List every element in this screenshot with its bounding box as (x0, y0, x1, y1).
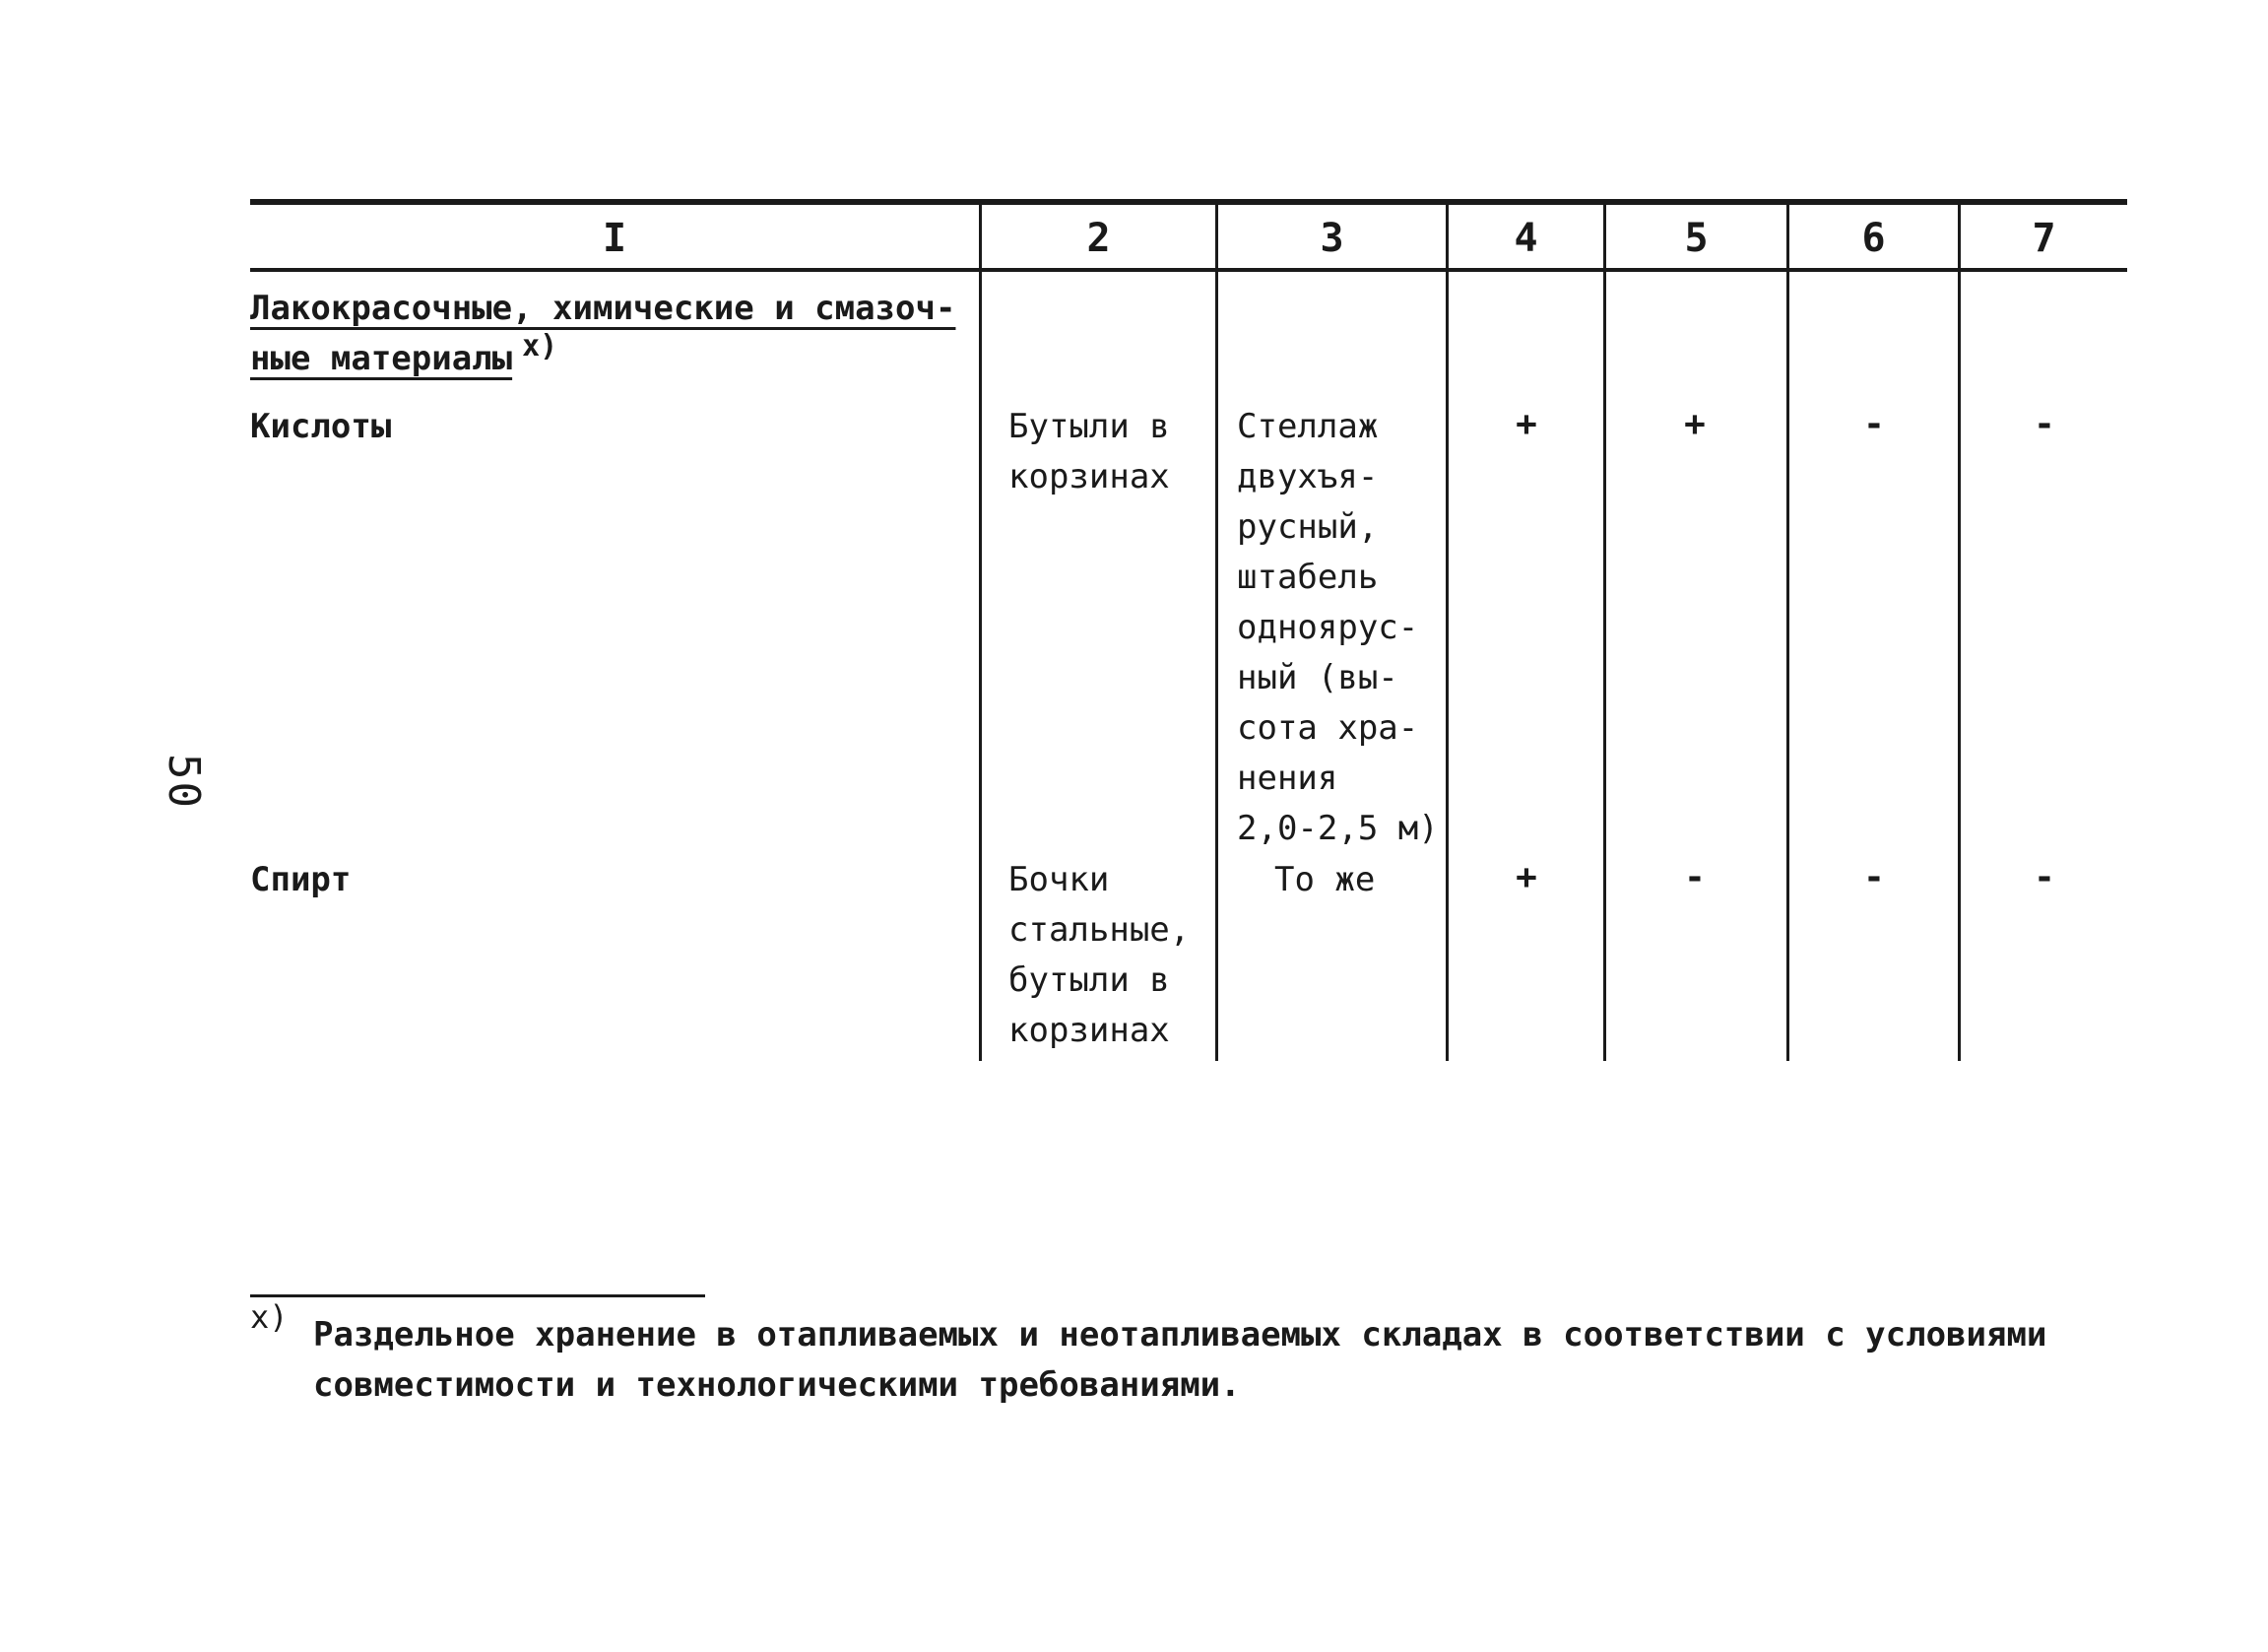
row-2-col-5: - (1684, 857, 1706, 897)
footnote-reference: x) (522, 329, 558, 363)
row-1-name: Кислоты (250, 407, 392, 446)
table-header-rule (250, 268, 2127, 272)
column-divider-4 (1603, 199, 1606, 1061)
column-divider-2 (1215, 199, 1218, 1061)
section-title-line1: Лакокрасочные, химические и смазоч- (250, 289, 956, 328)
row-1-packaging: Бутыли в корзинах (1008, 407, 1170, 496)
column-divider-6 (1958, 199, 1961, 1061)
column-divider-1 (979, 199, 982, 1061)
row-1-storage: Стеллаж двухъя- русный, штабель одноярус- ный (вы- сота хра- нения 2,0-2,5 м) (1237, 407, 1439, 848)
storage-table (250, 199, 2127, 1066)
header-col-7: 7 (2032, 216, 2056, 261)
row-1-col-6: - (1863, 404, 1885, 444)
row-2-col-7: - (2034, 857, 2055, 897)
column-divider-3 (1446, 199, 1449, 1061)
table-top-rule (250, 199, 2127, 205)
section-title (250, 284, 979, 385)
row-2-storage: То же (1274, 860, 1376, 899)
page-number: 50 (158, 754, 209, 810)
column-divider-5 (1786, 199, 1789, 1061)
row-2-col-6: - (1863, 857, 1885, 897)
header-col-5: 5 (1684, 216, 1709, 261)
row-1-col-4: + (1516, 404, 1537, 444)
row-2-col-4: + (1516, 857, 1537, 897)
row-2-name: Спирт (250, 860, 352, 899)
footnote-mark: x) (250, 1298, 289, 1336)
row-1-col-5: + (1684, 404, 1706, 444)
section-title-line2: ные материалы (250, 339, 513, 378)
row-1-col-7: - (2034, 404, 2055, 444)
header-col-2: 2 (1086, 216, 1111, 261)
header-col-1: I (602, 216, 627, 261)
header-col-6: 6 (1861, 216, 1886, 261)
header-col-4: 4 (1514, 216, 1538, 261)
header-col-3: 3 (1320, 216, 1344, 261)
row-2-packaging: Бочки стальные, бутыли в корзинах (1008, 860, 1191, 1050)
footnote-text: Раздельное хранение в отапливаемых и неотапливаемых складах в соответствии с условиями совместимости и технологическими требованиями. (313, 1315, 2047, 1405)
footnote-rule (250, 1294, 705, 1297)
